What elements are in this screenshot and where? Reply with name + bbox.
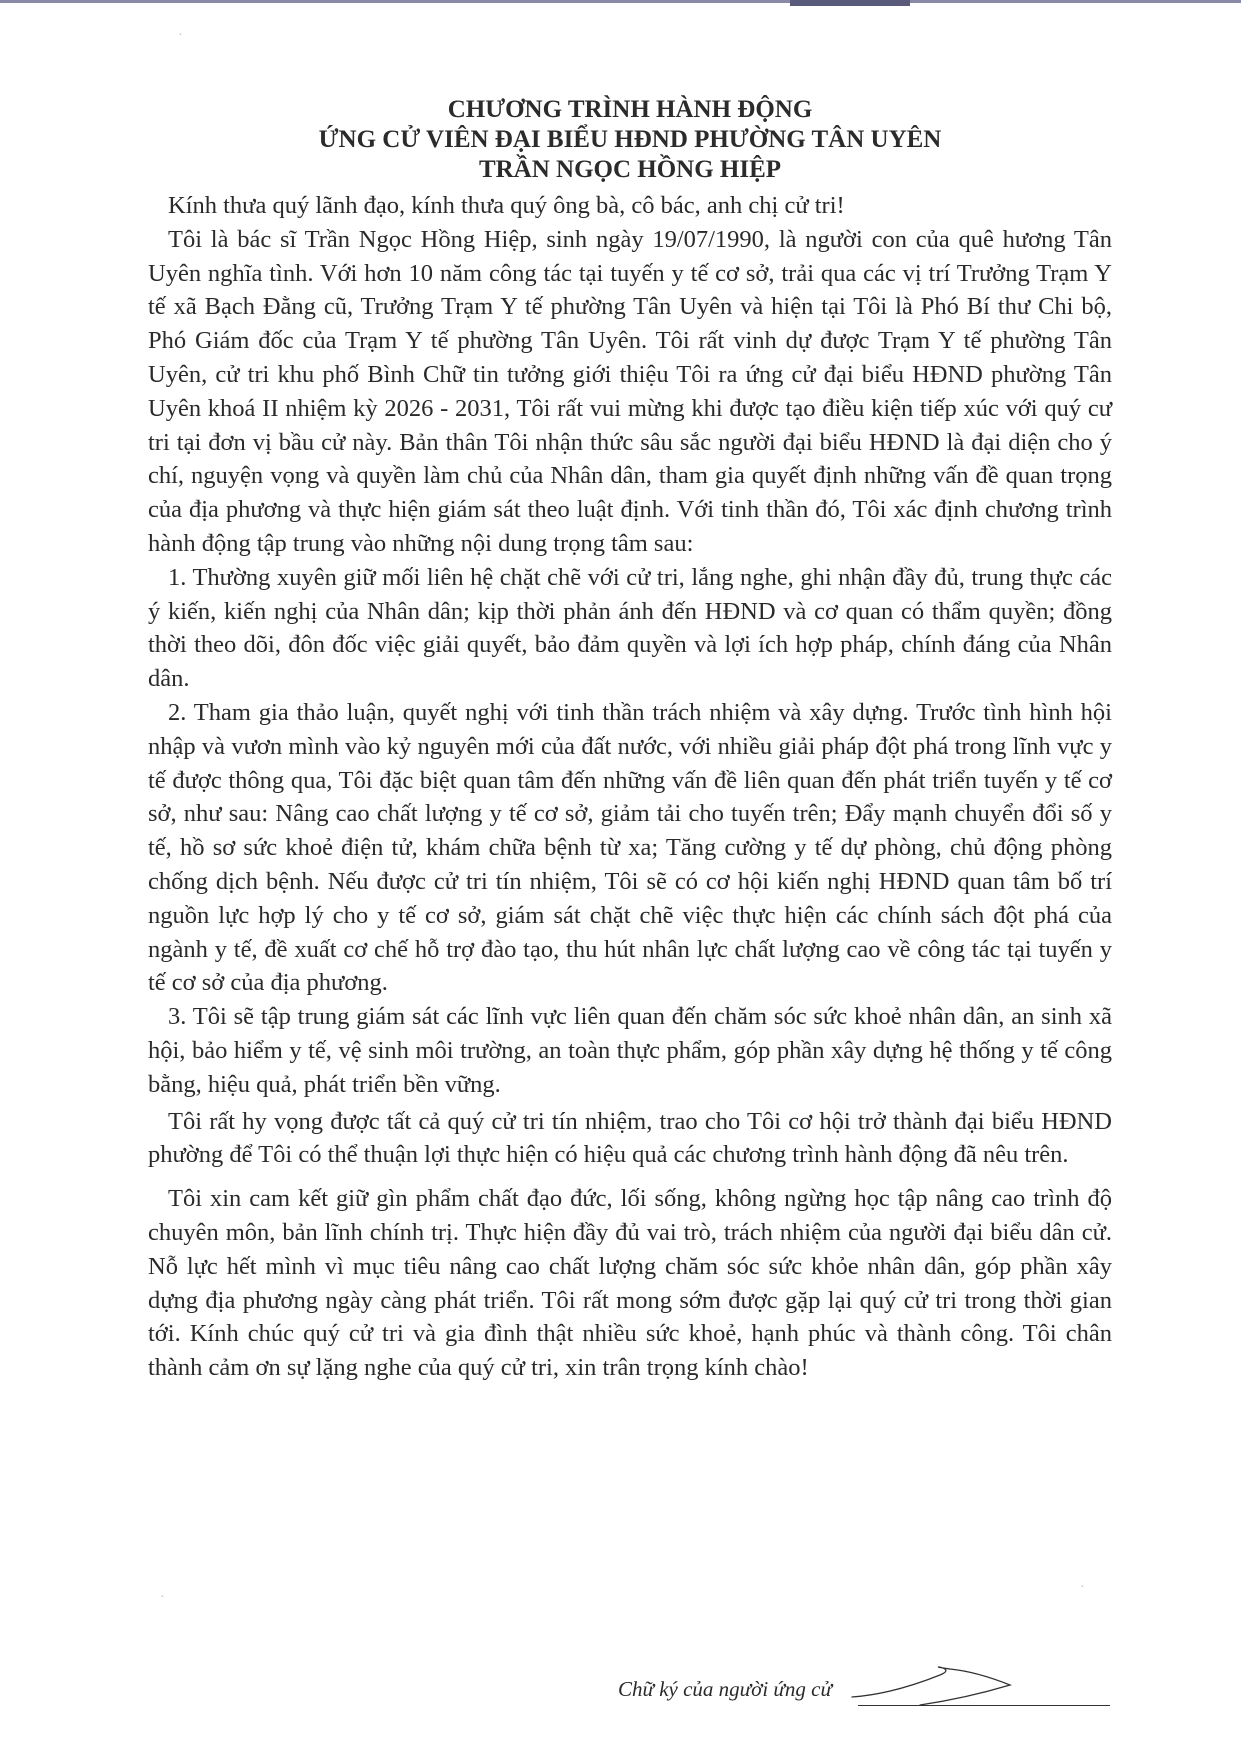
scan-top-border	[0, 0, 1241, 3]
action-item-1: 1. Thường xuyên giữ mối liên hệ chặt chẽ với cử tri, lắng nghe, ghi nhận đầy đủ, trung thực các ý kiến, kiến nghị của Nhân dân; kịp thời phản ánh đến HĐND và cơ quan có thẩm quyền; đồng thời theo dõi, đôn đốc việc giải quyết, bảo đảm quyền và lợi ích hợp pháp, chính đáng của Nhân dân.	[148, 563, 1112, 693]
document-body	[148, 189, 1112, 1385]
title-line-2: ỨNG CỬ VIÊN ĐẠI BIỂU HĐND PHƯỜNG TÂN UYÊN	[318, 126, 942, 153]
scan-speck: ·	[160, 1590, 165, 1605]
action-item-3: 3. Tôi sẽ tập trung giám sát các lĩnh vực liên quan đến chăm sóc sức khoẻ nhân dân, an sinh xã hội, bảo hiểm y tế, vệ sinh môi trường, an toàn thực phẩm, góp phần xây dựng hệ thống y tế công bằng, hiệu quả, phát triển bền vững.	[148, 1003, 1112, 1098]
title-line-1: CHƯƠNG TRÌNH HÀNH ĐỘNG	[447, 96, 813, 123]
action-item-2: 2. Tham gia thảo luận, quyết nghị với tinh thần trách nhiệm và xây dựng. Trước tình hình hội nhập và vươn mình vào kỷ nguyên mới của đất nước, với nhiều giải pháp đột phá trong lĩnh vực y tế được thông qua, Tôi đặc biệt quan tâm đến những vấn đề liên quan đến phát triển tuyến y tế cơ sở, như sau: Nâng cao chất lượng y tế cơ sở, giảm tải cho tuyến trên; Đẩy mạnh chuyển đổi số y tế, hồ sơ sức khoẻ điện tử, khám chữa bệnh từ xa; Tăng cường y tế dự phòng, chủ động phòng chống dịch bệnh. Nếu được cử tri tín nhiệm, Tôi sẽ có cơ hội kiến nghị HĐND quan tâm bố trí nguồn lực hợp lý cho y tế cơ sở, giám sát chặt chẽ việc thực hiện các chính sách đột phá của ngành y tế, đề xuất cơ chế hỗ trợ đào tạo, thu hút nhân lực chất lượng cao về công tác tại tuyến y tế cơ sở của địa phương.	[148, 698, 1112, 997]
commitment-paragraph: Tôi xin cam kết giữ gìn phẩm chất đạo đức, lối sống, không ngừng học tập nâng cao trình độ chuyên môn, bản lĩnh chính trị. Thực hiện đầy đủ vai trò, trách nhiệm của người đại biểu dân cử. Nỗ lực hết mình vì mục tiêu nâng cao chất lượng chăm sóc sức khỏe nhân dân, góp phần xây dựng địa phương ngày càng phát triển. Tôi rất mong sớm được gặp lại quý cử tri trong thời gian tới. Kính chúc quý cử tri và gia đình thật nhiều sức khoẻ, hạnh phúc và thành công. Tôi chân thành cảm ơn sự lặng nghe của quý cử tri, xin trân trọng kính chào!	[148, 1185, 1112, 1382]
hope-paragraph: Tôi rất hy vọng được tất cả quý cử tri tín nhiệm, trao cho Tôi cơ hội trở thành đại biểu HĐND phường để Tôi có thể thuận lợi thực hiện có hiệu quả các chương trình hành động đã nêu trên.	[148, 1107, 1112, 1169]
greeting-line: Kính thưa quý lãnh đạo, kính thưa quý ông bà, cô bác, anh chị cử tri!	[168, 192, 845, 219]
title-line-3: TRẦN NGỌC HỒNG HIỆP	[478, 156, 782, 183]
scan-speck: ·	[1080, 1580, 1085, 1595]
handwritten-signature	[850, 1655, 1020, 1710]
scan-speck: ·	[178, 28, 183, 43]
document-page	[148, 95, 1112, 1385]
intro-paragraph: Tôi là bác sĩ Trần Ngọc Hồng Hiệp, sinh ngày 19/07/1990, là người con của quê hương Tân Uyên nghĩa tình. Với hơn 10 năm công tác tại tuyến y tế cơ sở, trải qua các vị trí Trưởng Trạm Y tế xã Bạch Đằng cũ, Trưởng Trạm Y tế phường Tân Uyên và hiện tại Tôi là Phó Bí thư Chi bộ, Phó Giám đốc của Trạm Y tế phường Tân Uyên. Tôi rất vinh dự được Trạm Y tế phường Tân Uyên, cử tri khu phố Bình Chữ tin tưởng giới thiệu Tôi ra ứng cử đại biểu HĐND phường Tân Uyên khoá II nhiệm kỳ 2026 - 2031, Tôi rất vui mừng khi được tạo điều kiện tiếp xúc với quý cư tri tại đơn vị bầu cử này. Bản thân Tôi nhận thức sâu sắc người đại biểu HĐND là đại diện cho ý chí, nguyện vọng và quyền làm chủ của Nhân dân, tham gia quyết định những vấn đề quan trọng của địa phương và thực hiện giám sát theo luật định. Với tinh thần đó, Tôi xác định chương trình hành động tập trung vào những nội dung trọng tâm sau:	[148, 225, 1112, 557]
scan-top-border-mark	[790, 0, 910, 6]
document-title	[148, 95, 1112, 185]
signature-label: Chữ ký của người ứng cử	[618, 1677, 832, 1701]
